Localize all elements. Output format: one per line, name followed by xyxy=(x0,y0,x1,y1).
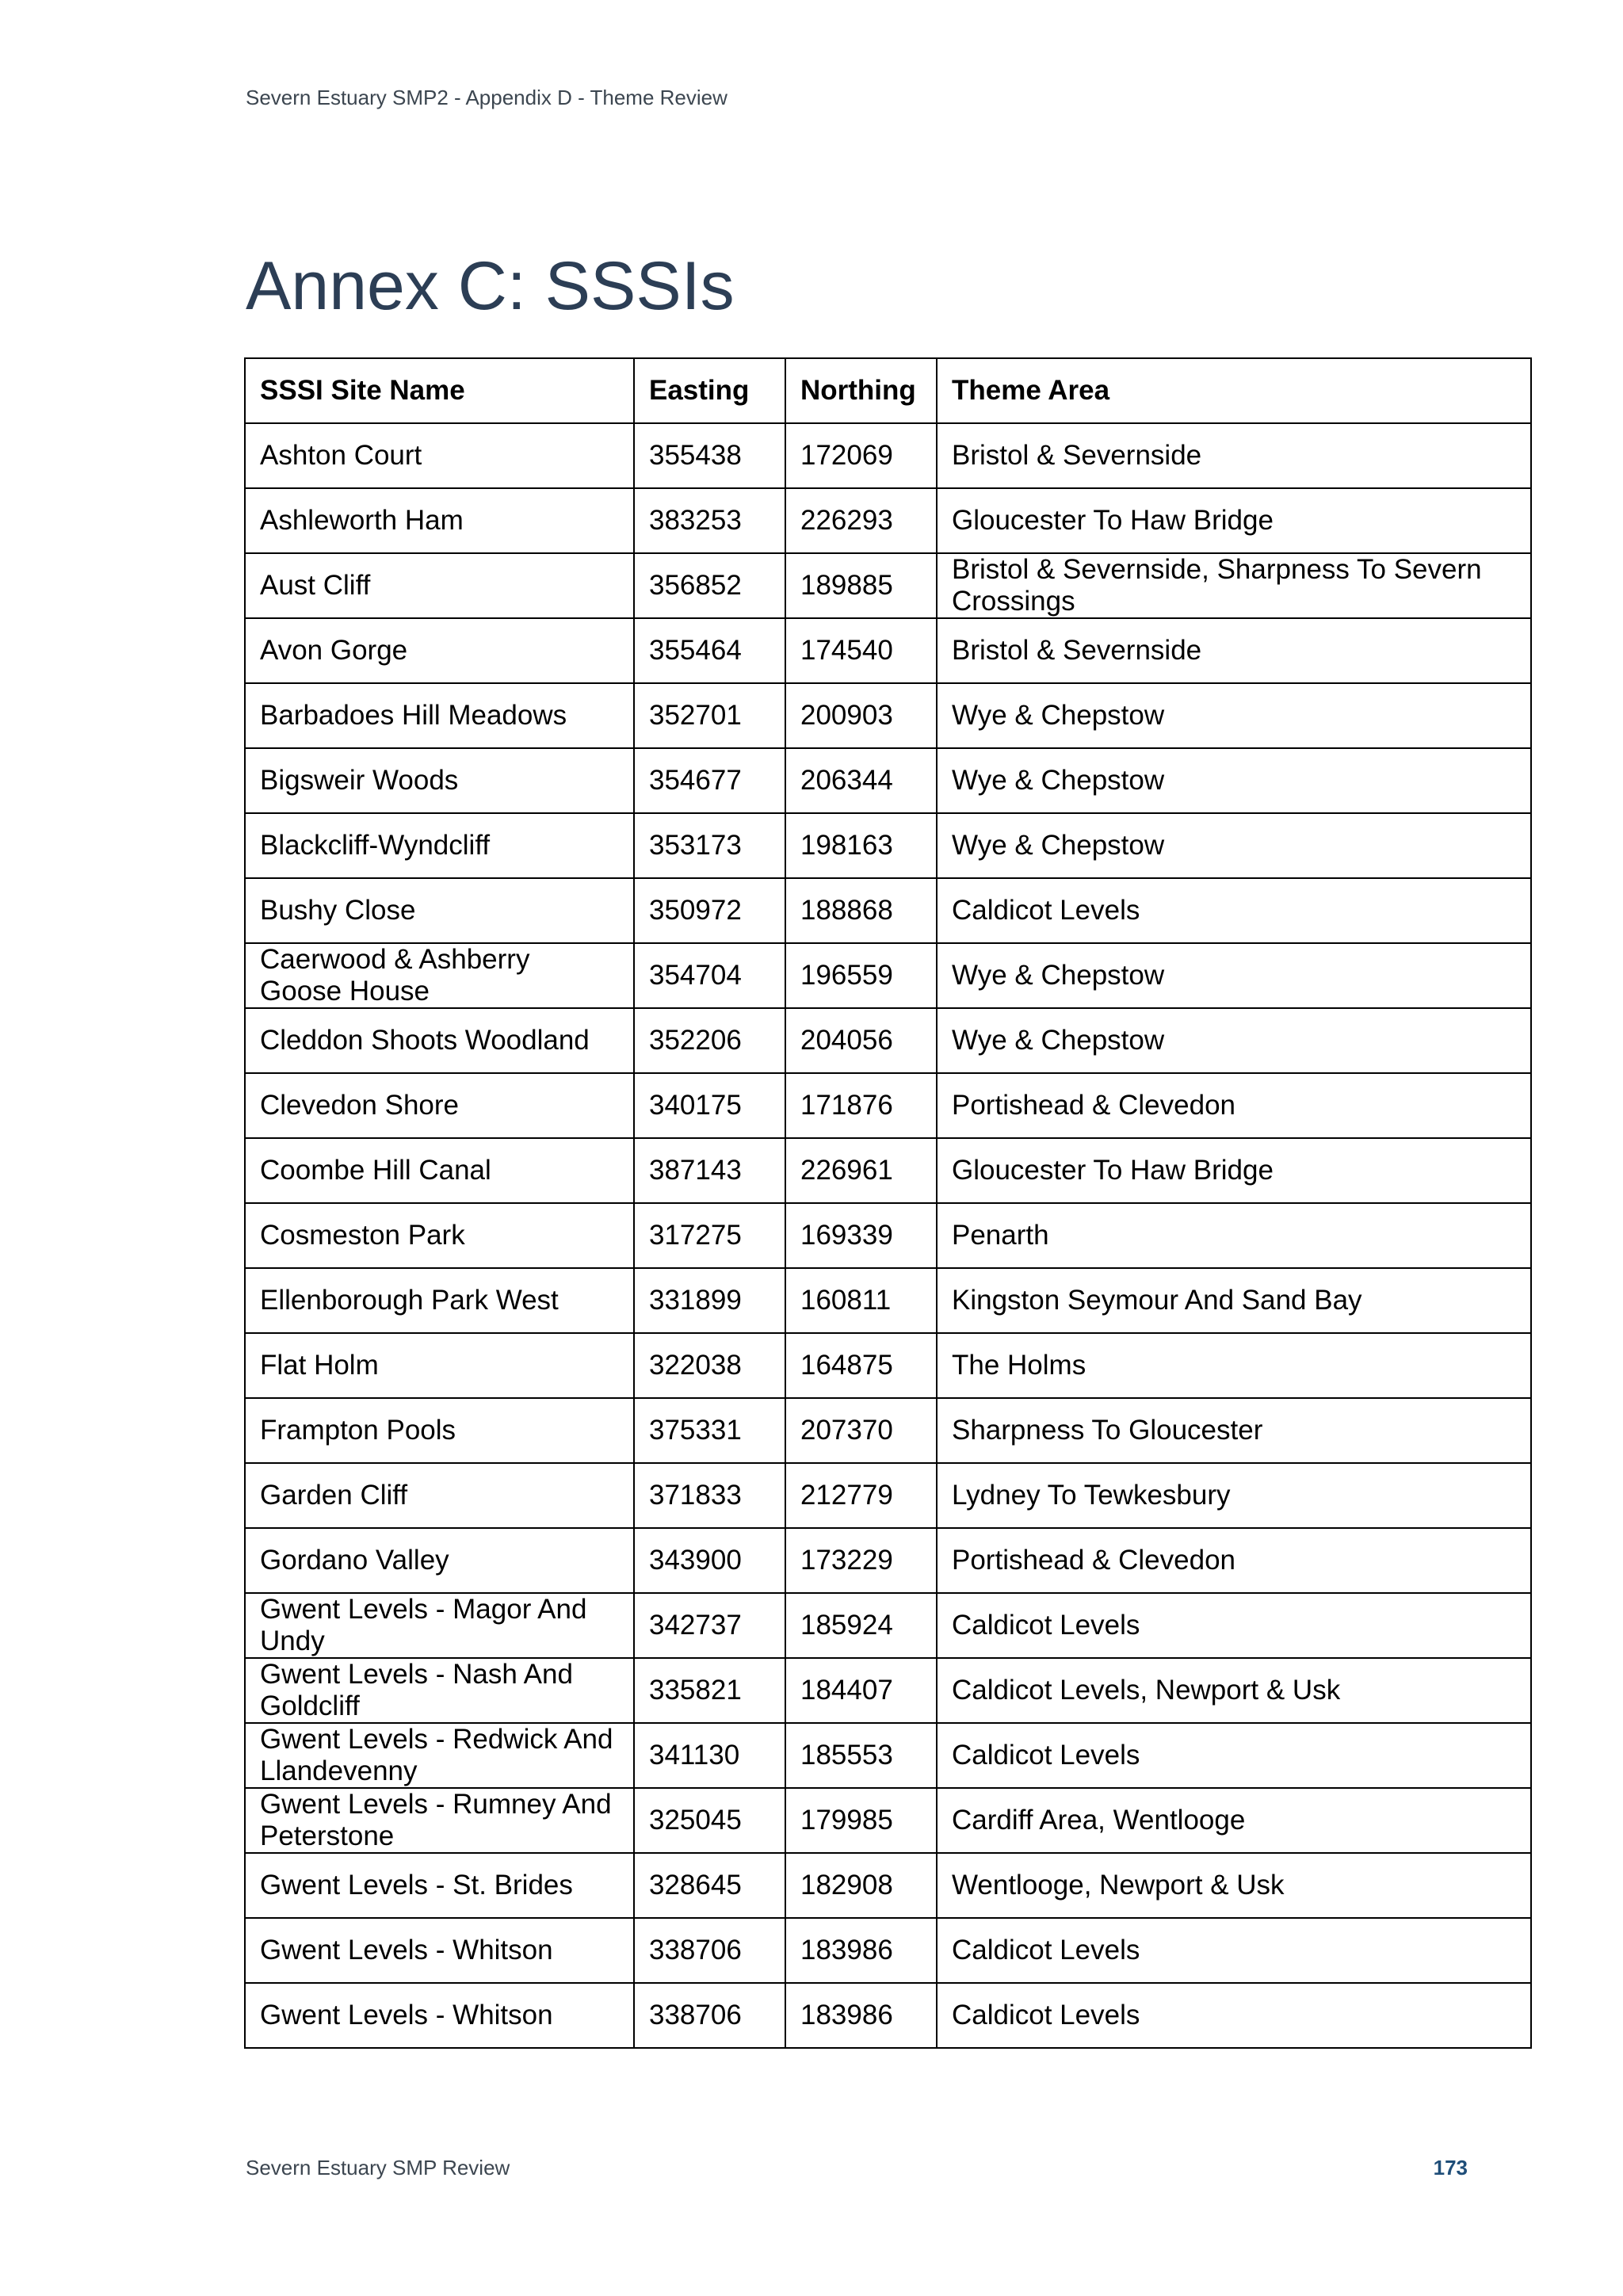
cell-easting: 325045 xyxy=(634,1788,785,1853)
cell-northing: 207370 xyxy=(785,1398,937,1463)
cell-site-name: Bushy Close xyxy=(245,878,634,943)
column-header-theme-area: Theme Area xyxy=(937,358,1531,423)
cell-northing: 183986 xyxy=(785,1983,937,2048)
table-row xyxy=(245,1788,1531,1853)
cell-theme-area: Wentlooge, Newport & Usk xyxy=(937,1853,1531,1918)
cell-theme-area: Bristol & Severnside xyxy=(937,423,1531,488)
running-footer: Severn Estuary SMP Review xyxy=(246,2156,510,2179)
cell-easting: 328645 xyxy=(634,1853,785,1918)
table-row xyxy=(245,1983,1531,2048)
cell-easting: 355438 xyxy=(634,423,785,488)
table-row xyxy=(245,683,1531,748)
table-row xyxy=(245,878,1531,943)
cell-site-name: Gwent Levels - Redwick And Llandevenny xyxy=(245,1723,634,1788)
page-title: Annex C: SSSIs xyxy=(246,248,735,324)
cell-theme-area: Bristol & Severnside, Sharpness To Severn Crossings xyxy=(937,553,1531,618)
table-row xyxy=(245,1853,1531,1918)
cell-northing: 184407 xyxy=(785,1658,937,1723)
cell-site-name: Caerwood & Ashberry Goose House xyxy=(245,943,634,1008)
cell-site-name: Ashleworth Ham xyxy=(245,488,634,553)
cell-theme-area: Caldicot Levels xyxy=(937,878,1531,943)
cell-theme-area: Wye & Chepstow xyxy=(937,748,1531,813)
cell-northing: 174540 xyxy=(785,618,937,683)
cell-site-name: Avon Gorge xyxy=(245,618,634,683)
cell-site-name: Frampton Pools xyxy=(245,1398,634,1463)
cell-easting: 342737 xyxy=(634,1593,785,1658)
column-header-northing: Northing xyxy=(785,358,937,423)
cell-site-name: Cosmeston Park xyxy=(245,1203,634,1268)
cell-northing: 226961 xyxy=(785,1138,937,1203)
cell-easting: 331899 xyxy=(634,1268,785,1333)
cell-easting: 341130 xyxy=(634,1723,785,1788)
cell-site-name: Barbadoes Hill Meadows xyxy=(245,683,634,748)
cell-theme-area: Caldicot Levels xyxy=(937,1593,1531,1658)
cell-site-name: Gwent Levels - St. Brides xyxy=(245,1853,634,1918)
cell-theme-area: Penarth xyxy=(937,1203,1531,1268)
cell-northing: 185553 xyxy=(785,1723,937,1788)
cell-theme-area: Wye & Chepstow xyxy=(937,813,1531,878)
cell-easting: 322038 xyxy=(634,1333,785,1398)
table-row xyxy=(245,813,1531,878)
column-header-site-name: SSSI Site Name xyxy=(245,358,634,423)
table-row xyxy=(245,943,1531,1008)
table-row xyxy=(245,748,1531,813)
cell-easting: 317275 xyxy=(634,1203,785,1268)
cell-site-name: Gwent Levels - Nash And Goldcliff xyxy=(245,1658,634,1723)
table-row xyxy=(245,1593,1531,1658)
cell-theme-area: Wye & Chepstow xyxy=(937,1008,1531,1073)
cell-northing: 198163 xyxy=(785,813,937,878)
cell-site-name: Gwent Levels - Rumney And Peterstone xyxy=(245,1788,634,1853)
cell-theme-area: Bristol & Severnside xyxy=(937,618,1531,683)
cell-easting: 343900 xyxy=(634,1528,785,1593)
cell-theme-area: Portishead & Clevedon xyxy=(937,1073,1531,1138)
cell-easting: 340175 xyxy=(634,1073,785,1138)
table-row xyxy=(245,553,1531,618)
cell-northing: 172069 xyxy=(785,423,937,488)
cell-easting: 338706 xyxy=(634,1983,785,2048)
cell-site-name: Bigsweir Woods xyxy=(245,748,634,813)
cell-northing: 171876 xyxy=(785,1073,937,1138)
cell-theme-area: Kingston Seymour And Sand Bay xyxy=(937,1268,1531,1333)
cell-site-name: Ellenborough Park West xyxy=(245,1268,634,1333)
table-row xyxy=(245,1138,1531,1203)
cell-easting: 387143 xyxy=(634,1138,785,1203)
cell-site-name: Gwent Levels - Whitson xyxy=(245,1983,634,2048)
cell-theme-area: Gloucester To Haw Bridge xyxy=(937,1138,1531,1203)
cell-easting: 356852 xyxy=(634,553,785,618)
cell-theme-area: Lydney To Tewkesbury xyxy=(937,1463,1531,1528)
cell-site-name: Blackcliff-Wyndcliff xyxy=(245,813,634,878)
table-row xyxy=(245,1333,1531,1398)
cell-northing: 173229 xyxy=(785,1528,937,1593)
cell-site-name: Cleddon Shoots Woodland xyxy=(245,1008,634,1073)
cell-northing: 179985 xyxy=(785,1788,937,1853)
cell-northing: 189885 xyxy=(785,553,937,618)
cell-northing: 188868 xyxy=(785,878,937,943)
table-row xyxy=(245,1073,1531,1138)
table-row xyxy=(245,1528,1531,1593)
cell-site-name: Aust Cliff xyxy=(245,553,634,618)
cell-site-name: Gordano Valley xyxy=(245,1528,634,1593)
cell-northing: 164875 xyxy=(785,1333,937,1398)
cell-site-name: Flat Holm xyxy=(245,1333,634,1398)
cell-northing: 206344 xyxy=(785,748,937,813)
table-row xyxy=(245,488,1531,553)
table-row xyxy=(245,1658,1531,1723)
cell-northing: 160811 xyxy=(785,1268,937,1333)
cell-easting: 335821 xyxy=(634,1658,785,1723)
cell-theme-area: Sharpness To Gloucester xyxy=(937,1398,1531,1463)
cell-theme-area: Caldicot Levels xyxy=(937,1983,1531,2048)
table-row xyxy=(245,1268,1531,1333)
cell-northing: 183986 xyxy=(785,1918,937,1983)
cell-northing: 185924 xyxy=(785,1593,937,1658)
cell-theme-area: The Holms xyxy=(937,1333,1531,1398)
table-row xyxy=(245,423,1531,488)
cell-site-name: Clevedon Shore xyxy=(245,1073,634,1138)
cell-easting: 383253 xyxy=(634,488,785,553)
cell-easting: 355464 xyxy=(634,618,785,683)
cell-site-name: Ashton Court xyxy=(245,423,634,488)
cell-northing: 226293 xyxy=(785,488,937,553)
cell-theme-area: Caldicot Levels, Newport & Usk xyxy=(937,1658,1531,1723)
cell-northing: 196559 xyxy=(785,943,937,1008)
cell-theme-area: Cardiff Area, Wentlooge xyxy=(937,1788,1531,1853)
cell-site-name: Garden Cliff xyxy=(245,1463,634,1528)
cell-easting: 371833 xyxy=(634,1463,785,1528)
cell-theme-area: Gloucester To Haw Bridge xyxy=(937,488,1531,553)
cell-theme-area: Wye & Chepstow xyxy=(937,943,1531,1008)
cell-northing: 200903 xyxy=(785,683,937,748)
table-row xyxy=(245,1918,1531,1983)
cell-northing: 204056 xyxy=(785,1008,937,1073)
cell-theme-area: Caldicot Levels xyxy=(937,1918,1531,1983)
table-row xyxy=(245,1398,1531,1463)
cell-theme-area: Portishead & Clevedon xyxy=(937,1528,1531,1593)
sssi-table xyxy=(244,357,1532,2049)
cell-northing: 212779 xyxy=(785,1463,937,1528)
cell-northing: 169339 xyxy=(785,1203,937,1268)
column-header-easting: Easting xyxy=(634,358,785,423)
cell-theme-area: Wye & Chepstow xyxy=(937,683,1531,748)
cell-site-name: Gwent Levels - Magor And Undy xyxy=(245,1593,634,1658)
cell-easting: 353173 xyxy=(634,813,785,878)
cell-easting: 338706 xyxy=(634,1918,785,1983)
table-header-row xyxy=(245,358,1531,423)
table-row xyxy=(245,1203,1531,1268)
cell-easting: 350972 xyxy=(634,878,785,943)
cell-easting: 352206 xyxy=(634,1008,785,1073)
cell-easting: 375331 xyxy=(634,1398,785,1463)
table-row xyxy=(245,618,1531,683)
cell-easting: 354704 xyxy=(634,943,785,1008)
cell-northing: 182908 xyxy=(785,1853,937,1918)
cell-theme-area: Caldicot Levels xyxy=(937,1723,1531,1788)
table-row xyxy=(245,1723,1531,1788)
cell-site-name: Coombe Hill Canal xyxy=(245,1138,634,1203)
cell-easting: 354677 xyxy=(634,748,785,813)
cell-easting: 352701 xyxy=(634,683,785,748)
page-number: 173 xyxy=(1433,2156,1468,2179)
running-header: Severn Estuary SMP2 - Appendix D - Theme Review xyxy=(246,86,727,109)
table-row xyxy=(245,1008,1531,1073)
cell-site-name: Gwent Levels - Whitson xyxy=(245,1918,634,1983)
table-row xyxy=(245,1463,1531,1528)
